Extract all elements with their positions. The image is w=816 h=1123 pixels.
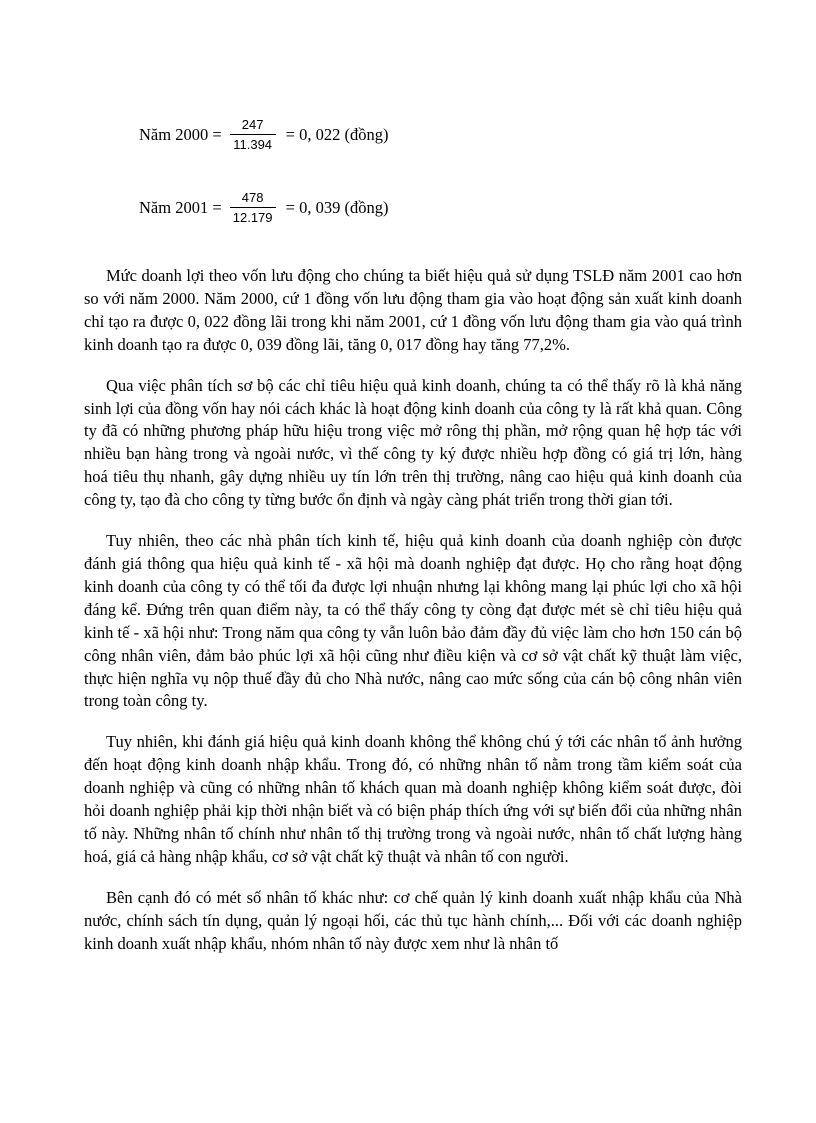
- paragraph-working-capital-profitability: Mức doanh lợi theo vốn lưu động cho chúng ta biết hiệu quả sử dụng TSLĐ năm 2001 cao hơn so với năm 2000. Năm 2000, cứ 1 đồng vốn lưu động tham gia vào hoạt động sản xuất kinh doanh chỉ tạo ra được 0, 022 đồng lãi trong khi năm 2001, cứ 1 đồng vốn lưu động tham gia vào quá trình kinh doanh tạo ra được 0, 039 đồng lãi, tăng 0, 017 đồng hay tăng 77,2%.: [84, 266, 742, 354]
- paragraph-socio-economic-efficiency: Tuy nhiên, theo các nhà phân tích kinh tế, hiệu quả kinh doanh của doanh nghiệp còn được đánh giá thông qua hiệu quả kinh tế - xã hội mà doanh nghiệp đạt được. Họ cho rằng hoạt động kinh doanh của công ty có thể tối đa được lợi nhuận nhưng lại không mang lại phúc lợi cho xã hội đáng kể. Đứng trên quan điểm này, ta có thể thấy công ty còng đạt được mét sè chỉ tiêu hiệu quả kinh tế - xã hội như: Trong năm qua công ty vẫn luôn bảo đảm đầy đủ việc làm cho hơn 150 cán bộ công nhân viên, đảm bảo phúc lợi xã hội cũng như điều kiện và cơ sở vật chất kỹ thuật làm việc, thực hiện nghĩa vụ nộp thuế đầy đủ cho Nhà nước, nâng cao mức sống của cán bộ công nhân viên trong toàn công ty.: [84, 531, 742, 711]
- fraction-denominator: 12.179: [232, 210, 273, 225]
- formula-year-2000: [139, 117, 388, 152]
- body-text: [84, 265, 742, 973]
- formula-year-2001: [139, 190, 388, 225]
- fraction: [230, 117, 276, 152]
- formula-label: Năm 2001 =: [139, 197, 222, 217]
- fraction-denominator: 11.394: [233, 137, 273, 152]
- paragraph-other-factors: Bên cạnh đó có mét số nhân tố khác như: cơ chế quản lý kinh doanh xuất nhập khẩu của Nhà nước, chính sách tín dụng, quản lý ngoại hối, các thủ tục hành chính,... Đối với các doanh nghiệp kinh doanh xuất nhập khẩu, nhóm nhân tố này được xem như là nhân tố: [84, 887, 742, 953]
- fraction-numerator: 247: [230, 117, 276, 135]
- formula-result: = 0, 039 (đồng): [285, 197, 389, 217]
- fraction: [230, 190, 276, 225]
- formula-result: = 0, 022 (đồng): [285, 124, 389, 144]
- paragraph-influencing-factors: Tuy nhiên, khi đánh giá hiệu quả kinh doanh không thể không chú ý tới các nhân tố ảnh hưởng đến hoạt động kinh doanh nhập khẩu. Trong đó, có những nhân tố nằm trong tầm kiểm soát của doanh nghiệp và cũng có những nhân tố khách quan mà doanh nghiệp không kiểm soát được, đòi hỏi doanh nghiệp phải kịp thời nhận biết và có biện pháp thích ứng với sự biến đổi của những nhân tố này. Những nhân tố chính như nhân tố thị trường trong và ngoài nước, nhân tố chất lượng hàng hoá, giá cả hàng nhập khẩu, cơ sở vật chất kỹ thuật và nhân tố con người.: [84, 732, 742, 866]
- formula-label: Năm 2000 =: [139, 124, 222, 144]
- fraction-numerator: 478: [230, 190, 276, 208]
- paragraph-business-efficiency-analysis: Qua việc phân tích sơ bộ các chỉ tiêu hiệu quả kinh doanh, chúng ta có thể thấy rõ là khả năng sinh lợi của đồng vốn hay nói cách khác là hoạt động kinh doanh của công ty là rất khả quan. Công ty đã có những phương pháp hữu hiệu trong việc mở rông thị phần, mở rộng quan hệ hợp tác với nhiều bạn hàng trong và ngoài nước, vì thế công ty ký được nhiều hợp đồng có giá trị lớn, hàng hoá tiêu thụ nhanh, gây dựng nhiều uy tín lớn trên thị trường, nâng cao hiệu quả kinh doanh của công ty, tạo đà cho công ty từng bước ổn định và ngày càng phát triển trong thời gian tới.: [84, 375, 742, 510]
